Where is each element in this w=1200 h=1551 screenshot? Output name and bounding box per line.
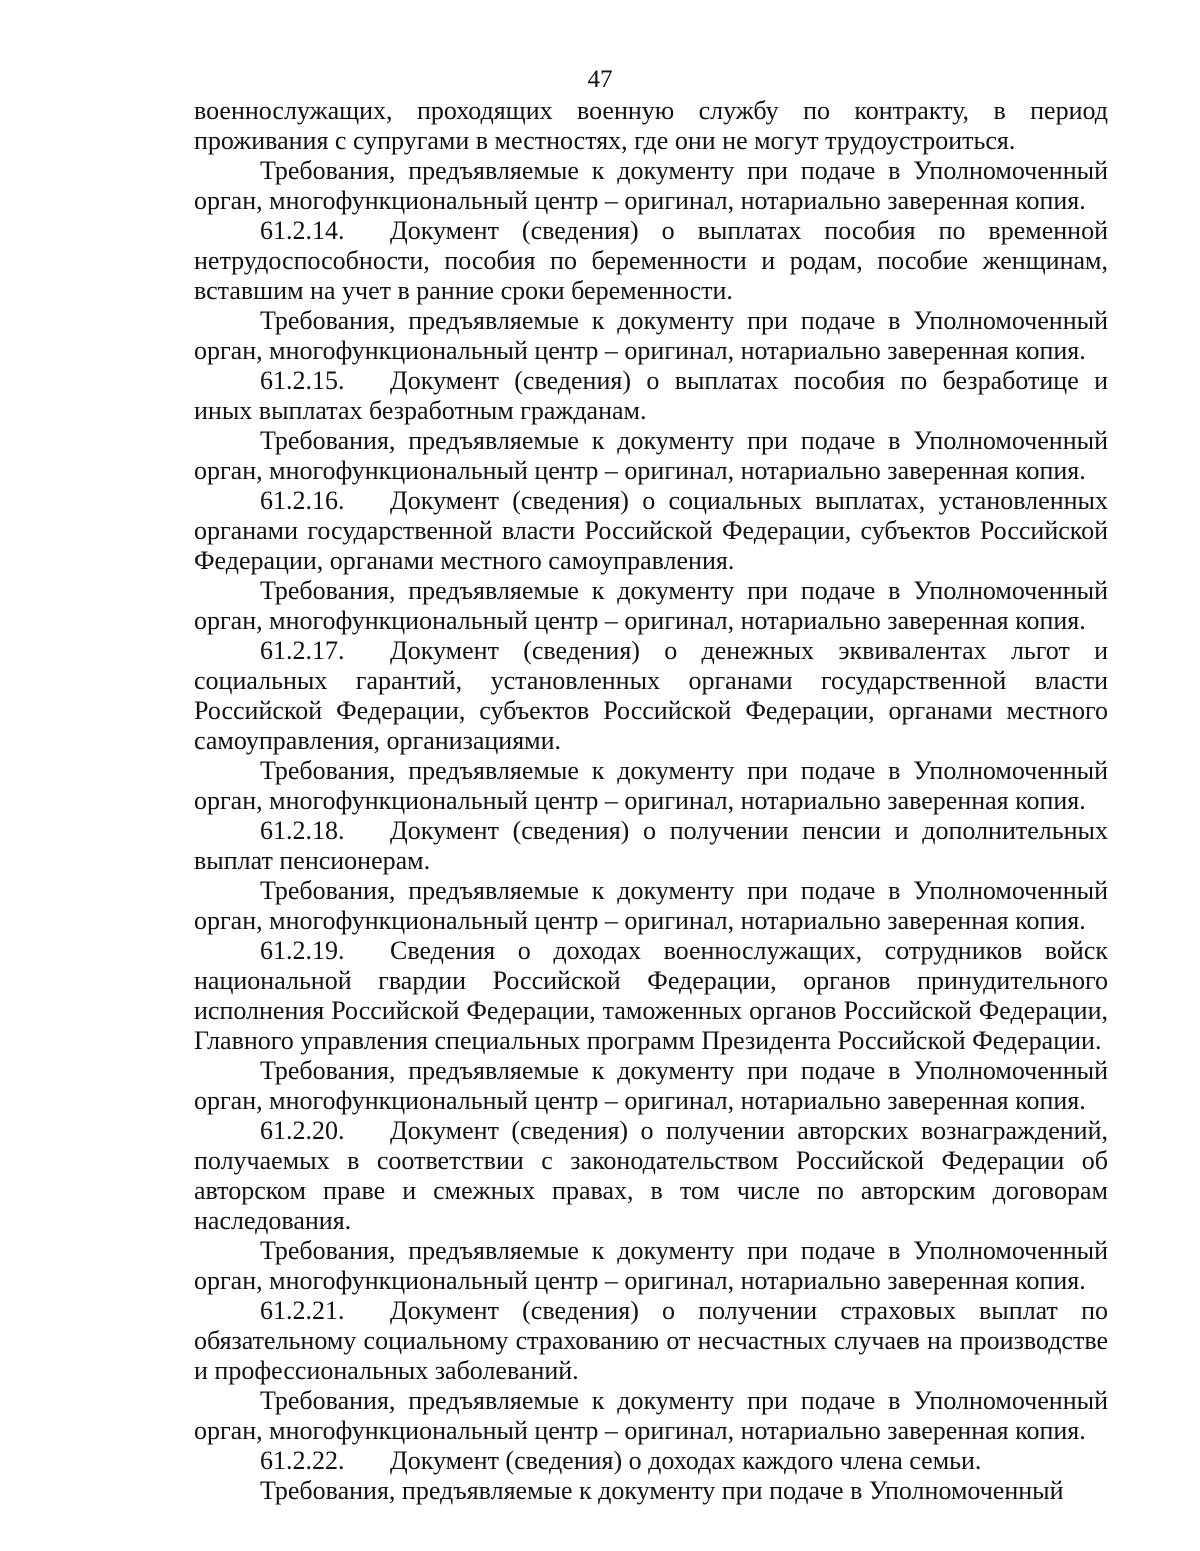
item-paragraph bbox=[194, 216, 1108, 306]
item-paragraph bbox=[194, 366, 1108, 426]
requirement-paragraph: Требования, предъявляемые к документу при подаче в Уполномоченный орган, многофункциональный центр – оригинал, нотариально заверенная копия. bbox=[194, 156, 1108, 215]
item-number: 61.2.22. bbox=[260, 1446, 345, 1475]
requirement-paragraph: Требования, предъявляемые к документу при подаче в Уполномоченный орган, многофункциональный центр – оригинал, нотариально заверенная копия. bbox=[194, 426, 1108, 485]
item-number: 61.2.16. bbox=[260, 486, 345, 515]
item-number: 61.2.21. bbox=[260, 1296, 345, 1325]
item-paragraph bbox=[194, 816, 1108, 876]
item-text: Документ (сведения) о получении страховых выплат по обязательному социальному страхованию от несчастных случаев на производстве и профессиональных заболеваний. bbox=[194, 1296, 1108, 1385]
item-number: 61.2.20. bbox=[260, 1116, 345, 1145]
item-paragraph bbox=[194, 636, 1108, 756]
requirement-paragraph: Требования, предъявляемые к документу при подаче в Уполномоченный орган, многофункциональный центр – оригинал, нотариально заверенная копия. bbox=[194, 756, 1108, 815]
requirement-paragraph: Требования, предъявляемые к документу при подаче в Уполномоченный орган, многофункциональный центр – оригинал, нотариально заверенная копия. bbox=[194, 306, 1108, 365]
item-text: Документ (сведения) о социальных выплатах, установленных органами государственной власти Российской Федерации, субъектов Российской Федерации, органами местного самоуправления. bbox=[194, 486, 1108, 575]
item-text: Документ (сведения) о получении авторских вознаграждений, получаемых в соответствии с законодательством Российской Федерации об авторском праве и смежных правах, в том числе по авторским договорам наследования. bbox=[194, 1116, 1108, 1235]
item-text: Документ (сведения) о доходах каждого члена семьи. bbox=[390, 1446, 982, 1475]
item-text: Документ (сведения) о выплатах пособия по безработице и иных выплатах безработным гражданам. bbox=[194, 366, 1108, 425]
item-number: 61.2.14. bbox=[260, 216, 345, 245]
page-number: 47 bbox=[587, 66, 613, 93]
item-text: Документ (сведения) о выплатах пособия по временной нетрудоспособности, пособия по беременности и родам, пособие женщинам, вставшим на учет в ранние сроки беременности. bbox=[194, 216, 1108, 305]
item-paragraph bbox=[194, 1296, 1108, 1386]
item-paragraph bbox=[194, 1446, 1108, 1476]
item-paragraph bbox=[194, 486, 1108, 576]
item-text: Документ (сведения) о денежных эквивалентах льгот и социальных гарантий, установленных органами государственной власти Российской Федерации, субъектов Российской Федерации, органами местного самоуправления, организациями. bbox=[194, 636, 1108, 755]
item-text: Сведения о доходах военнослужащих, сотрудников войск национальной гвардии Российской Федерации, органов принудительного исполнения Российской Федерации, таможенных органов Российской Федерации, Главного управления специальных программ Президента Российской Федерации. bbox=[194, 936, 1108, 1055]
requirement-paragraph: Требования, предъявляемые к документу при подаче в Уполномоченный орган, многофункциональный центр – оригинал, нотариально заверенная копия. bbox=[194, 1386, 1108, 1445]
item-paragraph bbox=[194, 936, 1108, 1056]
document-body bbox=[194, 96, 1108, 1506]
requirement-paragraph: Требования, предъявляемые к документу при подаче в Уполномоченный орган, многофункциональный центр – оригинал, нотариально заверенная копия. bbox=[194, 1056, 1108, 1115]
final-requirement-paragraph: Требования, предъявляемые к документу при подаче в Уполномоченный bbox=[260, 1476, 1064, 1505]
item-number: 61.2.17. bbox=[260, 636, 345, 665]
requirement-paragraph: Требования, предъявляемые к документу при подаче в Уполномоченный орган, многофункциональный центр – оригинал, нотариально заверенная копия. bbox=[194, 876, 1108, 935]
requirement-paragraph: Требования, предъявляемые к документу при подаче в Уполномоченный орган, многофункциональный центр – оригинал, нотариально заверенная копия. bbox=[194, 1236, 1108, 1295]
item-paragraph bbox=[194, 1116, 1108, 1236]
item-number: 61.2.18. bbox=[260, 816, 345, 845]
item-number: 61.2.15. bbox=[260, 366, 345, 395]
requirement-paragraph: Требования, предъявляемые к документу при подаче в Уполномоченный орган, многофункциональный центр – оригинал, нотариально заверенная копия. bbox=[194, 576, 1108, 635]
item-text: Документ (сведения) о получении пенсии и дополнительных выплат пенсионерам. bbox=[194, 816, 1108, 875]
intro-paragraph: военнослужащих, проходящих военную службу по контракту, в период проживания с супругами в местностях, где они не могут трудоустроиться. bbox=[194, 96, 1108, 155]
item-number: 61.2.19. bbox=[260, 936, 345, 965]
